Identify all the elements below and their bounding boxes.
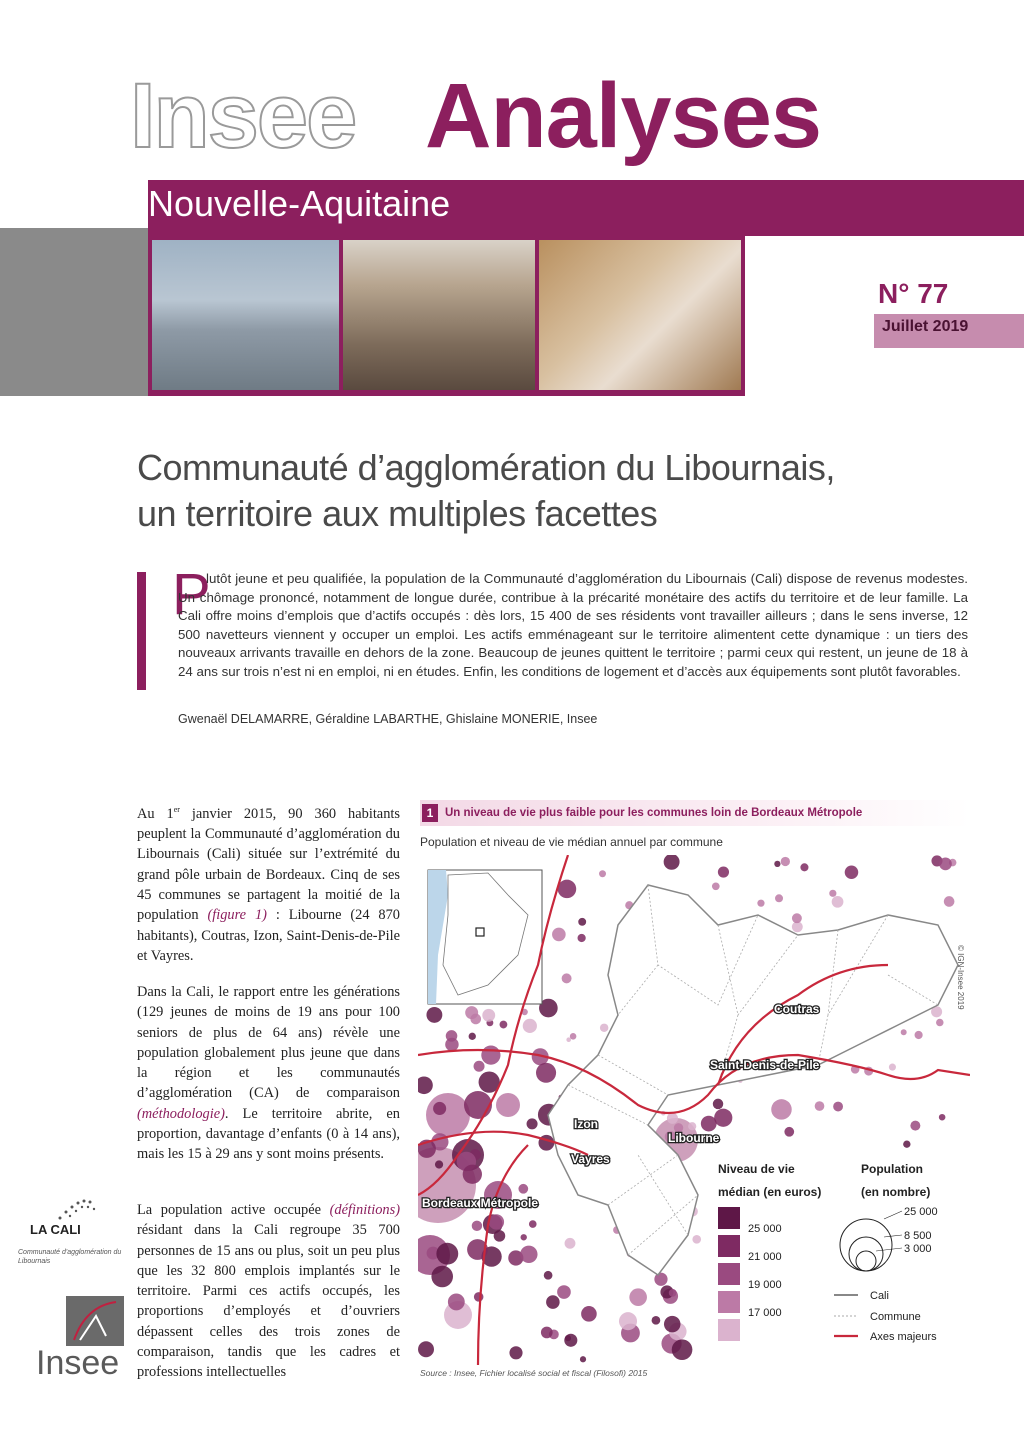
p1-sup: er <box>173 805 180 814</box>
population-bubble <box>464 1091 492 1119</box>
label-bordeaux: Bordeaux Métropole <box>422 1196 539 1210</box>
population-bubble <box>775 894 783 902</box>
p1-start: Au 1 <box>137 805 174 822</box>
population-bubble <box>470 1014 481 1025</box>
population-bubble <box>629 1288 647 1306</box>
p1-mid: janvier 2015, 90 360 habitants peuplent la Communauté d’agglomération du Libournais (Cali) située sur l’extrémité du grand pôle urbain de Bordeaux. Cinq de ses 45 communes se partagent la moitié de la population <box>137 805 400 924</box>
legend-income-swatch <box>718 1291 740 1313</box>
population-bubble <box>619 1312 637 1330</box>
cali-territory <box>548 885 958 1275</box>
population-bubble <box>469 1033 476 1040</box>
population-bubble <box>426 1093 470 1137</box>
population-bubble <box>565 1238 576 1249</box>
population-bubble <box>436 1243 458 1265</box>
population-bubble <box>481 1046 500 1065</box>
population-bubble <box>832 896 844 908</box>
legend-income-title-1: Niveau de vie <box>718 1162 795 1176</box>
population-bubble <box>667 1113 678 1124</box>
population-bubble <box>521 1234 527 1240</box>
cali-logo-dots <box>50 1196 100 1224</box>
population-bubble <box>541 1327 553 1339</box>
population-bubble <box>418 1076 433 1094</box>
population-bubble <box>566 1037 571 1042</box>
population-bubble <box>581 1306 597 1322</box>
population-bubble <box>544 1271 553 1280</box>
population-bubble <box>712 882 720 890</box>
population-bubble <box>426 1007 442 1023</box>
population-bubble <box>558 880 577 899</box>
population-bubble <box>800 863 808 871</box>
population-bubble <box>714 1109 732 1127</box>
legend-pop-value-3: 3 000 <box>904 1243 932 1255</box>
population-bubble <box>500 1021 508 1029</box>
photo-fishing-hut <box>152 240 339 390</box>
population-bubble <box>496 1093 520 1117</box>
photo-ceramics-artisan <box>539 240 741 390</box>
body-paragraph-3 <box>137 1200 400 1383</box>
insee-logo-text: Insee <box>36 1344 120 1382</box>
population-bubble <box>564 1334 577 1347</box>
legend-pop-title-1: Population <box>861 1162 923 1176</box>
population-bubble <box>474 1292 484 1302</box>
population-bubble <box>435 1160 443 1168</box>
population-bubble <box>509 1346 522 1359</box>
population-bubble <box>889 1064 896 1071</box>
population-bubble <box>431 1266 453 1288</box>
population-bubble <box>536 1063 556 1083</box>
population-bubble <box>910 1121 920 1131</box>
label-izon: Izon <box>574 1117 598 1131</box>
legend-pop-value-1: 25 000 <box>904 1206 938 1218</box>
population-bubble <box>664 1316 681 1333</box>
population-bubble <box>829 890 836 897</box>
population-bubble <box>718 866 729 877</box>
p3-end: résidant dans la Cali regroupe 35 700 personnes de 15 ans ou plus, soit un peu plus que les 32 800 emplois implantés sur le territoire. Parmi ces actifs occupés, les proportions d’employés et d’ouvriers dépassent celles des trois zones de comparaison, tandis que les cadres et professions intellectuelles <box>137 1222 400 1381</box>
population-bubble <box>939 858 952 871</box>
label-coutras: Coutras <box>774 1002 820 1016</box>
population-bubble <box>936 1019 944 1027</box>
map <box>418 855 970 1365</box>
population-bubble <box>672 1339 693 1360</box>
population-bubble <box>580 1356 586 1362</box>
population-bubble <box>669 1289 677 1297</box>
authors: Gwenaël DELAMARRE, Géraldine LABARTHE, Ghislaine MONERIE, Insee <box>178 712 598 726</box>
population-bubble <box>845 866 859 880</box>
population-bubble <box>784 1127 794 1137</box>
figure-number: 1 <box>422 804 438 822</box>
legend-pop-circle-mid <box>849 1237 883 1271</box>
title-line-1: Communauté d’agglomération du Libournais, <box>137 447 835 488</box>
body-paragraph-2 <box>137 982 400 1165</box>
article-title <box>137 445 897 537</box>
population-bubble <box>815 1101 825 1111</box>
body-paragraph-1 <box>137 800 400 966</box>
region-name: Nouvelle-Aquitaine <box>148 183 451 224</box>
population-bubble <box>562 973 572 983</box>
legend-pop-title-2: (en nombre) <box>861 1185 931 1199</box>
population-bubble <box>482 1009 495 1022</box>
brand-analyses: Analyses <box>425 65 822 167</box>
population-bubble <box>664 855 680 870</box>
lead-dropcap: P <box>172 562 211 627</box>
legend-income-swatch <box>718 1263 740 1285</box>
p2-end: . Le territoire abrite, en proportion, davantage d’enfants (0 à 14 ans), mais les 15 à 29 ans y sont moins présents. <box>137 1105 400 1163</box>
population-bubble <box>523 1019 537 1033</box>
label-libourne: Libourne <box>668 1131 720 1145</box>
legend-income-value: 25 000 <box>748 1223 782 1235</box>
population-bubble <box>792 913 802 923</box>
population-bubble <box>529 1220 537 1228</box>
p2-start: Dans la Cali, le rapport entre les générations (129 jeunes de moins de 19 ans pour 100 seniors de plus de 64 ans) révèle une population globalement plus jeune que dans la région et les communautés d’agglomération (CA) de comparaison <box>137 984 400 1102</box>
definitions-link[interactable]: (définitions) <box>329 1202 400 1218</box>
population-bubble <box>557 1285 571 1299</box>
population-bubble <box>578 918 586 926</box>
legend-pop-circle-large <box>840 1219 892 1271</box>
figure-title: Un niveau de vie plus faible pour les communes loin de Bordeaux Métropole <box>445 807 863 819</box>
p1-end: : Libourne (24 870 habitants), Coutras, Izon, Saint-Denis-de-Pile et Vayres. <box>137 907 400 964</box>
population-bubble <box>915 1031 923 1039</box>
lead-paragraph: lutôt jeune et peu qualifiée, la population de la Communauté d’agglomération du Libournais (Cali) dispose de revenus modestes. Un chômage prononcé, notamment de longue durée, contribue à la précarité monétaire des actifs du territoire et de leur famille. La Cali offre moins d’emplois que d’actifs occupés : dès lors, 15 400 de ses résidents vont travailler ailleurs ; dans le sens inverse, 12 500 navetteurs viennent y occuper un emploi. Les actifs emménageant sur le territoire alimentent cette dynamique : un tiers des nouveaux arrivants travaille en dehors de la zone. Beaucoup de jeunes quittent le territoire ; parmi ceux qui restent, un jeune de 18 à 24 ans sur trois n’est ni en emploi, ni en études. Enfin, les conditions de logement et d’accès aux équipements sont plutôt favorables. <box>178 571 968 679</box>
population-bubble <box>552 928 566 942</box>
issue-date: Juillet 2019 <box>882 318 969 335</box>
legend-population <box>840 1162 938 1271</box>
insee-logo-icon <box>66 1296 124 1346</box>
population-bubble <box>578 934 586 942</box>
population-bubble <box>518 1184 528 1194</box>
population-bubble <box>474 1061 485 1072</box>
population-bubble <box>774 861 780 867</box>
label-vayres: Vayres <box>571 1152 610 1166</box>
population-bubble <box>833 1102 843 1112</box>
population-bubble <box>570 1033 577 1040</box>
population-bubble <box>463 1165 482 1184</box>
issue-number: N° 77 <box>878 278 949 309</box>
population-bubble <box>600 1024 608 1032</box>
figure-source: Source : Insee, Fichier localisé social et fiscal (Filosofi) 2015 <box>420 1368 648 1378</box>
legend-line-commune: Commune <box>870 1311 921 1323</box>
population-bubble <box>418 1341 434 1357</box>
header-grey-band <box>0 228 148 396</box>
legend-lines <box>834 1290 937 1343</box>
population-bubble <box>944 896 955 907</box>
population-bubble <box>757 900 764 907</box>
legend-income-title-2: médian (en euros) <box>718 1185 822 1199</box>
legend-income-swatch <box>718 1207 740 1229</box>
population-bubble <box>903 1141 910 1148</box>
legend-pop-value-2: 8 500 <box>904 1230 932 1242</box>
label-saint-denis: Saint-Denis-de-Pile <box>710 1058 820 1072</box>
brand-insee: Insee <box>130 65 356 167</box>
legend-income-value: 19 000 <box>748 1279 782 1291</box>
population-bubble <box>781 857 790 866</box>
legend-line-axes: Axes majeurs <box>870 1331 937 1343</box>
population-bubble <box>446 1030 458 1042</box>
legend-line-cali: Cali <box>870 1290 889 1302</box>
population-bubble <box>713 1099 723 1109</box>
population-bubble <box>520 1246 537 1263</box>
population-bubble <box>494 1230 506 1242</box>
population-bubble <box>688 1122 696 1130</box>
population-bubble <box>433 1102 446 1115</box>
population-bubble <box>692 1235 701 1244</box>
figure-subtitle: Population et niveau de vie médian annuel par commune <box>420 835 723 849</box>
cali-logo-subtitle: Communauté d'agglomération du Libournais <box>18 1249 122 1265</box>
population-bubble <box>901 1029 907 1035</box>
legend-income-value: 17 000 <box>748 1307 782 1319</box>
photo-street-crowd <box>343 240 535 390</box>
population-bubble <box>599 870 606 877</box>
p3-start: La population active occupée <box>137 1202 330 1218</box>
population-bubble <box>546 1295 560 1309</box>
lead-accent-bar <box>137 572 146 690</box>
population-bubble <box>527 1118 538 1129</box>
title-line-2: un territoire aux multiples facettes <box>137 493 658 534</box>
legend-income-swatch <box>718 1235 740 1257</box>
legend-income-swatch <box>718 1319 740 1341</box>
population-bubble <box>939 1114 946 1121</box>
population-bubble <box>472 1221 482 1231</box>
map-copyright: © IGN-Insee 2019 <box>956 945 965 1010</box>
legend-income-value: 21 000 <box>748 1251 782 1263</box>
legend-income <box>718 1162 821 1341</box>
methodologie-link[interactable]: (méthodologie) <box>137 1105 225 1122</box>
cali-logo-label: LA CALI <box>30 1222 81 1237</box>
figure-1-link[interactable]: (figure 1) <box>207 907 267 924</box>
legend-pop-circle-small <box>856 1251 876 1271</box>
population-bubble <box>448 1293 465 1310</box>
population-bubble <box>652 1316 661 1325</box>
population-bubble <box>771 1099 792 1120</box>
